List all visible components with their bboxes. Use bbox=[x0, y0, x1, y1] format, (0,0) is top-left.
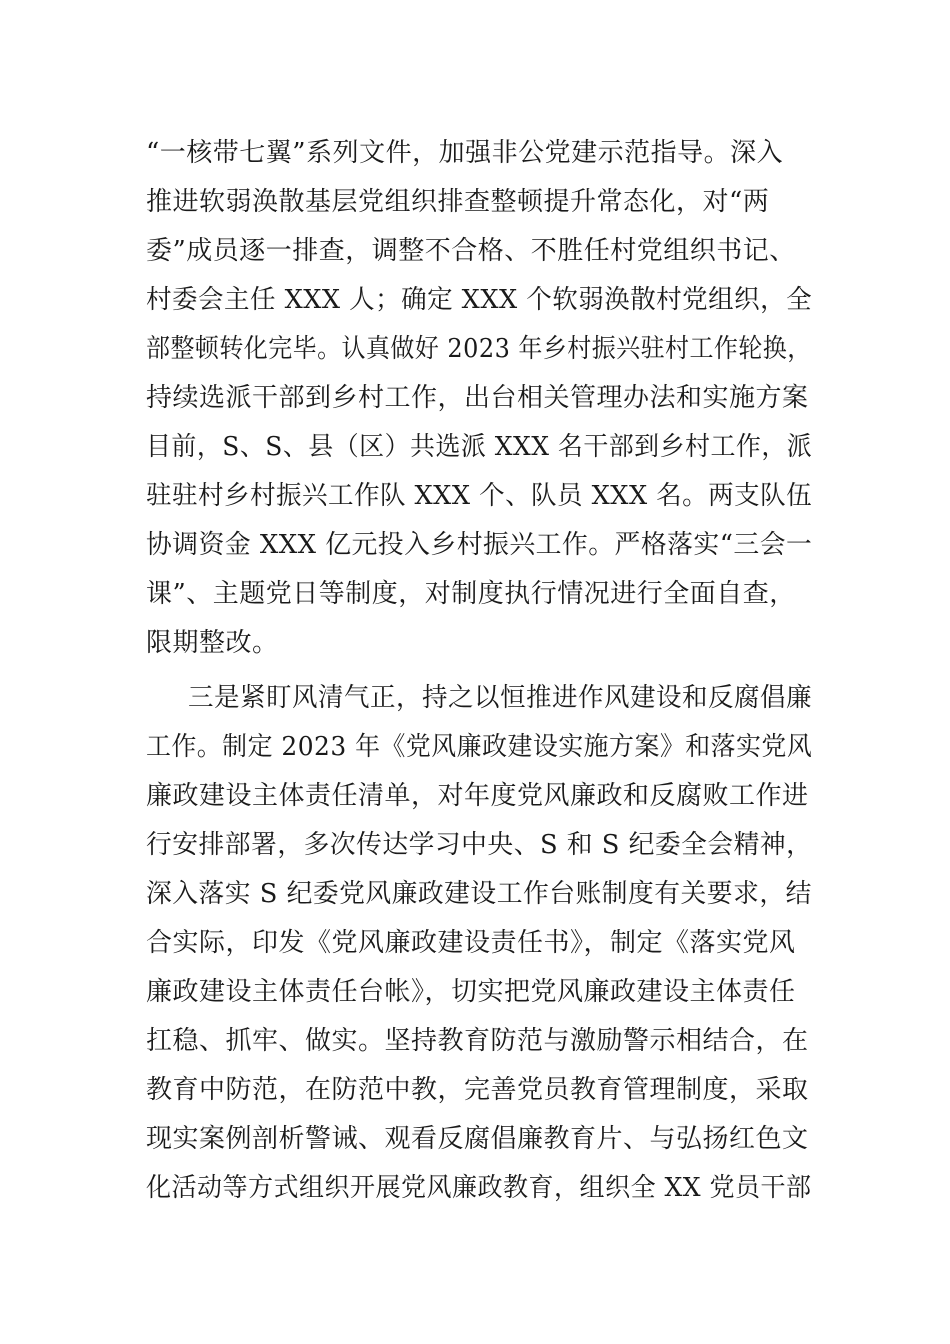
text-line: 工作。制定 2023 年《党风廉政建设实施方案》和落实党风 bbox=[146, 732, 813, 762]
text-line: 持续选派干部到乡村工作，出台相关管理办法和实施方案 bbox=[146, 383, 809, 413]
text-line: 深入落实 S 纪委党风廉政建设工作台账制度有关要求，结 bbox=[146, 879, 812, 909]
text-line: 限期整改。 bbox=[146, 628, 279, 658]
text-line: 廉政建设主体责任清单，对年度党风廉政和反腐败工作进 bbox=[146, 781, 809, 811]
text-line: 推进软弱涣散基层党组织排查整顿提升常态化，对“两 bbox=[146, 187, 770, 217]
text-line: 委”成员逐一排查，调整不合格、不胜任村党组织书记、 bbox=[146, 236, 796, 266]
text-line: “一核带七翼”系列文件，加强非公党建示范指导。深入 bbox=[146, 138, 784, 168]
text-line: 驻驻村乡村振兴工作队 XXX 个、队员 XXX 名。两支队伍 bbox=[146, 481, 813, 511]
text-line: 课”、主题党日等制度，对制度执行情况进行全面自查， bbox=[146, 579, 796, 609]
text-line: 现实案例剖析警诫、观看反腐倡廉教育片、与弘扬红色文 bbox=[146, 1124, 809, 1154]
text-line: 化活动等方式组织开展党风廉政教育，组织全 XX 党员干部 bbox=[146, 1173, 812, 1203]
text-line: 教育中防范，在防范中教，完善党员教育管理制度，采取 bbox=[146, 1075, 809, 1105]
text-line: 协调资金 XXX 亿元投入乡村振兴工作。严格落实“三会一 bbox=[146, 530, 813, 560]
text-line: 目前，S、S、县（区）共选派 XXX 名干部到乡村工作，派 bbox=[146, 432, 813, 462]
text-line: 合实际，印发《党风廉政建设责任书》，制定《落实党风 bbox=[146, 928, 796, 958]
text-line: 行安排部署，多次传达学习中央、S 和 S 纪委全会精神， bbox=[146, 830, 813, 860]
text-line: 扛稳、抓牢、做实。坚持教育防范与激励警示相结合，在 bbox=[146, 1026, 809, 1056]
paragraph-first-line: 三是紧盯风清气正，持之以恒推进作风建设和反腐倡廉 bbox=[188, 683, 812, 713]
text-line: 廉政建设主体责任台帐》，切实把党风廉政建设主体责任 bbox=[146, 977, 796, 1007]
text-line: 村委会主任 XXX 人；确定 XXX 个软弱涣散村党组织，全 bbox=[146, 285, 813, 315]
text-line: 部整顿转化完毕。认真做好 2023 年乡村振兴驻村工作轮换， bbox=[146, 334, 812, 364]
